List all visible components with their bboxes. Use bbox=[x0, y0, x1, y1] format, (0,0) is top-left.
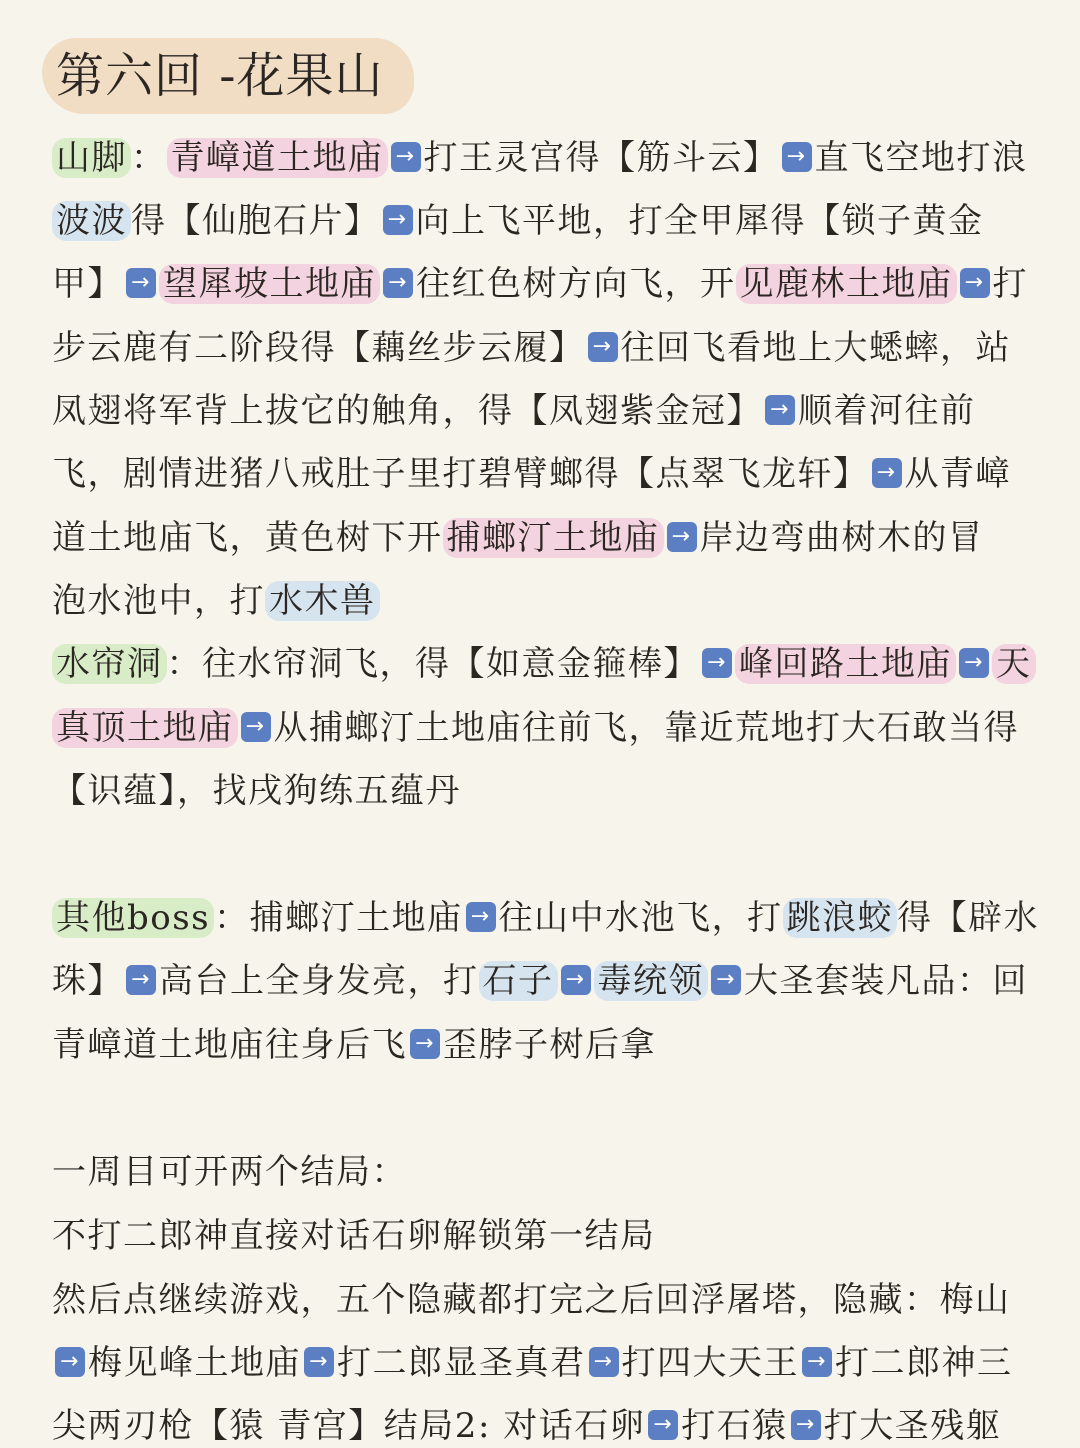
shuiliandong-line-3: 【识蕴】，找戌狗练五蕴丹 bbox=[52, 771, 461, 811]
shanjiao-line-8: 泡水池中，打 水木兽 bbox=[52, 579, 380, 623]
location-tianzhending-part2: 真顶土地庙 bbox=[52, 708, 238, 748]
arrow-right-icon bbox=[383, 205, 413, 235]
section-label-other-boss: 其他boss bbox=[52, 898, 214, 938]
arrow-right-icon bbox=[872, 458, 902, 488]
shanjiao-line-1: 山脚 ： 青嶂道土地庙→ 打王灵宫得【筋斗云】→ 直飞空地打浪 bbox=[52, 136, 1028, 180]
arrow-right-icon bbox=[588, 332, 618, 362]
arrow-right-icon bbox=[410, 1029, 440, 1059]
arrow-right-icon bbox=[304, 1347, 334, 1377]
page-title: 第六回 -花果山 bbox=[56, 48, 384, 104]
boss-tiaolangjiao: 跳浪蛟 bbox=[783, 898, 898, 938]
arrow-right-icon bbox=[561, 965, 591, 995]
arrow-right-icon bbox=[241, 712, 271, 742]
endings-line-5: 尖两刃枪【猿 青宫】结局2: 对话石卵→ 打石猿→ 打大圣残躯 bbox=[52, 1404, 1001, 1448]
shanjiao-line-2: 波波 得【仙胞石片】→ 向上飞平地，打全甲犀得【锁子黄金 bbox=[52, 199, 984, 243]
shanjiao-line-5: 凤翅将军背上拔它的触角，得【凤翅紫金冠】→ 顺着河往前 bbox=[52, 389, 976, 433]
location-qingzhangdao: 青嶂道土地庙 bbox=[167, 138, 388, 178]
section-label-shanjiao: 山脚 bbox=[52, 138, 131, 178]
location-wangxipo: 望犀坡土地庙 bbox=[159, 264, 380, 304]
arrow-right-icon bbox=[802, 1347, 832, 1377]
shuiliandong-line-1: 水帘洞 ：往水帘洞飞，得【如意金箍棒】→ 峰回路土地庙→ 天 bbox=[52, 642, 1036, 686]
shanjiao-line-3: 甲】→ 望犀坡土地庙→ 往红色树方向飞，开 见鹿林土地庙→ 打 bbox=[52, 262, 1028, 306]
boss-langbobo: 波波 bbox=[52, 201, 131, 241]
boss-shizi: 石子 bbox=[479, 961, 558, 1001]
arrow-right-icon bbox=[466, 902, 496, 932]
shanjiao-line-6: 飞，剧情进猪八戒肚子里打碧臂螂得【点翠飞龙轩】→ 从青嶂 bbox=[52, 452, 1011, 496]
arrow-right-icon bbox=[959, 648, 989, 678]
boss-dutongling: 毒统领 bbox=[594, 961, 709, 1001]
endings-line-2: 不打二郎神直接对话石卵解锁第一结局 bbox=[52, 1216, 656, 1256]
arrow-right-icon bbox=[960, 268, 990, 298]
other-boss-line-2: 珠】→ 高台上全身发亮，打 石子→ 毒统领→ 大圣套装凡品：回 bbox=[52, 959, 1028, 1003]
arrow-right-icon bbox=[391, 142, 421, 172]
location-bulangting: 捕螂汀土地庙 bbox=[443, 518, 664, 558]
boss-shuimushou: 水木兽 bbox=[265, 581, 380, 621]
shanjiao-line-4: 步云鹿有二阶段得【藕丝步云履】→ 往回飞看地上大蟋蟀，站 bbox=[52, 326, 1011, 370]
section-label-shuiliandong: 水帘洞 bbox=[52, 644, 167, 684]
endings-line-1: 一周目可开两个结局： bbox=[52, 1152, 407, 1192]
arrow-right-icon bbox=[126, 965, 156, 995]
arrow-right-icon bbox=[383, 268, 413, 298]
arrow-right-icon bbox=[648, 1410, 678, 1440]
arrow-right-icon bbox=[589, 1347, 619, 1377]
arrow-right-icon bbox=[782, 142, 812, 172]
location-fenghuilu: 峰回路土地庙 bbox=[735, 644, 956, 684]
endings-line-3: 然后点继续游戏，五个隐藏都打完之后回浮屠塔，隐藏：梅山 bbox=[52, 1280, 1011, 1320]
other-boss-line-3: 青嶂道土地庙往身后飞→ 歪脖子树后拿 bbox=[52, 1023, 656, 1067]
title-highlight bbox=[42, 38, 414, 114]
endings-line-4: →梅见峰土地庙→ 打二郎显圣真君→ 打四大天王→ 打二郎神三 bbox=[52, 1341, 1013, 1385]
location-tianzhending-part1: 天 bbox=[992, 644, 1036, 684]
arrow-right-icon bbox=[711, 965, 741, 995]
arrow-right-icon bbox=[791, 1410, 821, 1440]
arrow-right-icon bbox=[765, 395, 795, 425]
arrow-right-icon bbox=[667, 522, 697, 552]
arrow-right-icon bbox=[702, 648, 732, 678]
shuiliandong-line-2: 真顶土地庙→ 从捕螂汀土地庙往前飞，靠近荒地打大石敢当得 bbox=[52, 706, 1019, 750]
arrow-right-icon bbox=[55, 1347, 85, 1377]
arrow-right-icon bbox=[126, 268, 156, 298]
other-boss-line-1: 其他boss ：捕螂汀土地庙→ 往山中水池飞，打 跳浪蛟 得【辟水 bbox=[52, 896, 1039, 940]
shanjiao-line-7: 道土地庙飞，黄色树下开 捕螂汀土地庙→ 岸边弯曲树木的冒 bbox=[52, 516, 984, 560]
location-jianlulin: 见鹿林土地庙 bbox=[736, 264, 957, 304]
